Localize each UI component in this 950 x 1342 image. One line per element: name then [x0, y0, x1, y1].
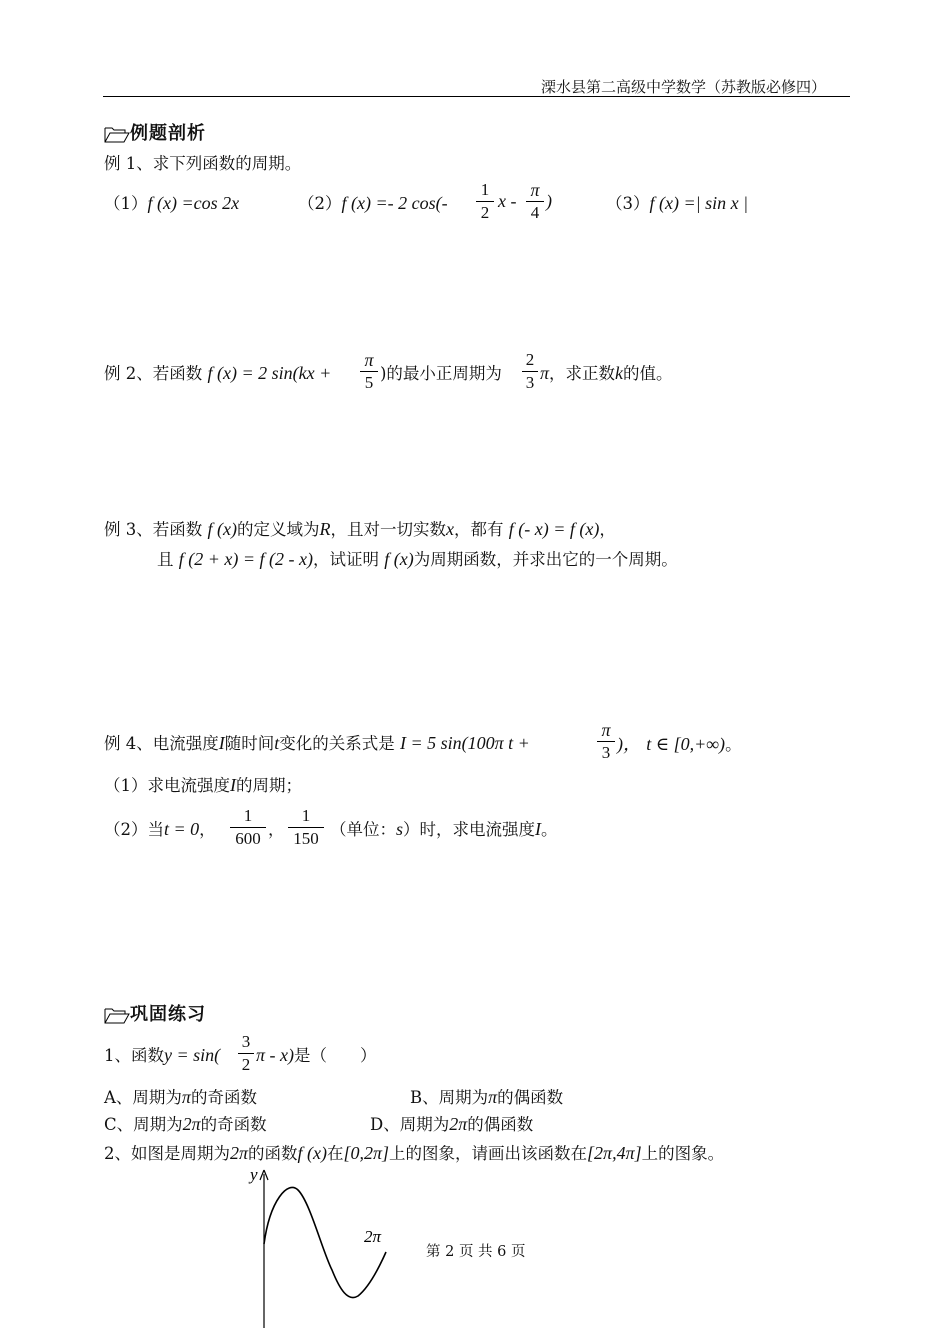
header-rule	[103, 96, 850, 97]
ex2-text-b: )的最小正周期为	[380, 364, 502, 383]
ex4-line1: 例 4、电流强度I随时间t变化的关系式是 I = 5 sin(100π t +	[104, 733, 530, 753]
prac1-option-a: A、周期为π的奇函数	[104, 1087, 257, 1107]
section2-label: 巩固练习	[130, 1004, 206, 1025]
ex1-p2-frac1: 1 2	[476, 180, 494, 223]
folder-icon	[104, 125, 130, 143]
ex1-p1	[104, 190, 239, 214]
ex1-p3-formula: f (x) =| sin x |	[649, 193, 749, 213]
two-pi-label: 2π	[364, 1227, 382, 1246]
section1-label: 例题剖析	[130, 123, 206, 144]
ex4-domain: t ∈ [0,+∞)	[646, 734, 726, 754]
ex1-p2-label: （2）	[298, 194, 342, 213]
ex4-q2: （2）当t = 0，	[104, 819, 216, 839]
ex2-frac-23: 2 3	[522, 350, 538, 393]
prac1-option-b: B、周期为π的偶函数	[410, 1087, 564, 1107]
ex1-p1-label: （1）	[104, 194, 148, 213]
ex2-frac-pi5: π 5	[360, 350, 378, 393]
header-title: 溧水县第二高级中学数学（苏教版必修四）	[541, 78, 827, 96]
section-title-practice	[104, 1000, 206, 1026]
ex3-line1: 例 3、若函数 f (x)的定义域为R，且对一切实数x，都有 f (- x) = f (x)，	[104, 519, 616, 539]
ex4-line1-tail: )， t ∈ [0,+∞)。	[617, 734, 742, 754]
ex1-p3	[606, 190, 748, 214]
ex4-frac-600: 1 600	[230, 806, 266, 849]
ex2-text-c: π，求正数k的值。	[540, 363, 673, 383]
prac1-frac-32: 3 2	[238, 1032, 254, 1075]
ex4-frac-150: 1 150	[288, 806, 324, 849]
ex4-formula: I = 5 sin(100π t +	[400, 733, 530, 753]
prac1-option-d: D、周期为2π的偶函数	[370, 1114, 534, 1134]
ex2-line: 例 2、若函数 f (x) = 2 sin(kx +	[104, 363, 332, 383]
folder-icon	[104, 1006, 130, 1024]
ex4-q2-comma2: ，	[268, 820, 285, 839]
prac1-option-c: C、周期为2π的奇函数	[104, 1114, 267, 1134]
ex4-q1: （1）求电流强度I的周期；	[104, 775, 302, 795]
section-title-examples	[104, 119, 206, 145]
ex3-line2: 且 f (2 + x) = f (2 - x)，试证明 f (x)为周期函数，并求出它的一个周期。	[157, 549, 678, 569]
ex1-p3-label: （3）	[606, 194, 650, 213]
sine-graph	[240, 1160, 410, 1330]
ex1-p2	[298, 190, 448, 214]
ex1-p2-formula-c: )	[546, 191, 552, 211]
ex1-p2-frac2: π 4	[526, 180, 544, 223]
ex1-p2-formula-b: x -	[498, 191, 517, 211]
ex4-q2-tail: （单位：s）时，求电流强度I。	[330, 819, 558, 839]
ex1-p2-formula-a: f (x) =- 2 cos(-	[341, 193, 448, 213]
ex2-formula: f (x) = 2 sin(kx +	[207, 363, 332, 383]
page-footer: 第 2 页 共 6 页	[426, 1244, 526, 1260]
y-axis-label: y	[250, 1165, 258, 1184]
prac2-line: 2、如图是周期为2π的函数f (x)在[0,2π]上的图象，请画出该函数在[2π,4π]上的图象。	[104, 1143, 725, 1163]
prac1-line: 1、函数y = sin(	[104, 1045, 221, 1065]
prac1-line-tail: π - x)是（ ）	[256, 1045, 377, 1065]
ex1-p1-formula: f (x) =cos 2x	[147, 193, 240, 213]
ex4-frac-pi3: π 3	[597, 720, 615, 763]
ex1-text: 例 1、求下列函数的周期。	[104, 154, 302, 173]
